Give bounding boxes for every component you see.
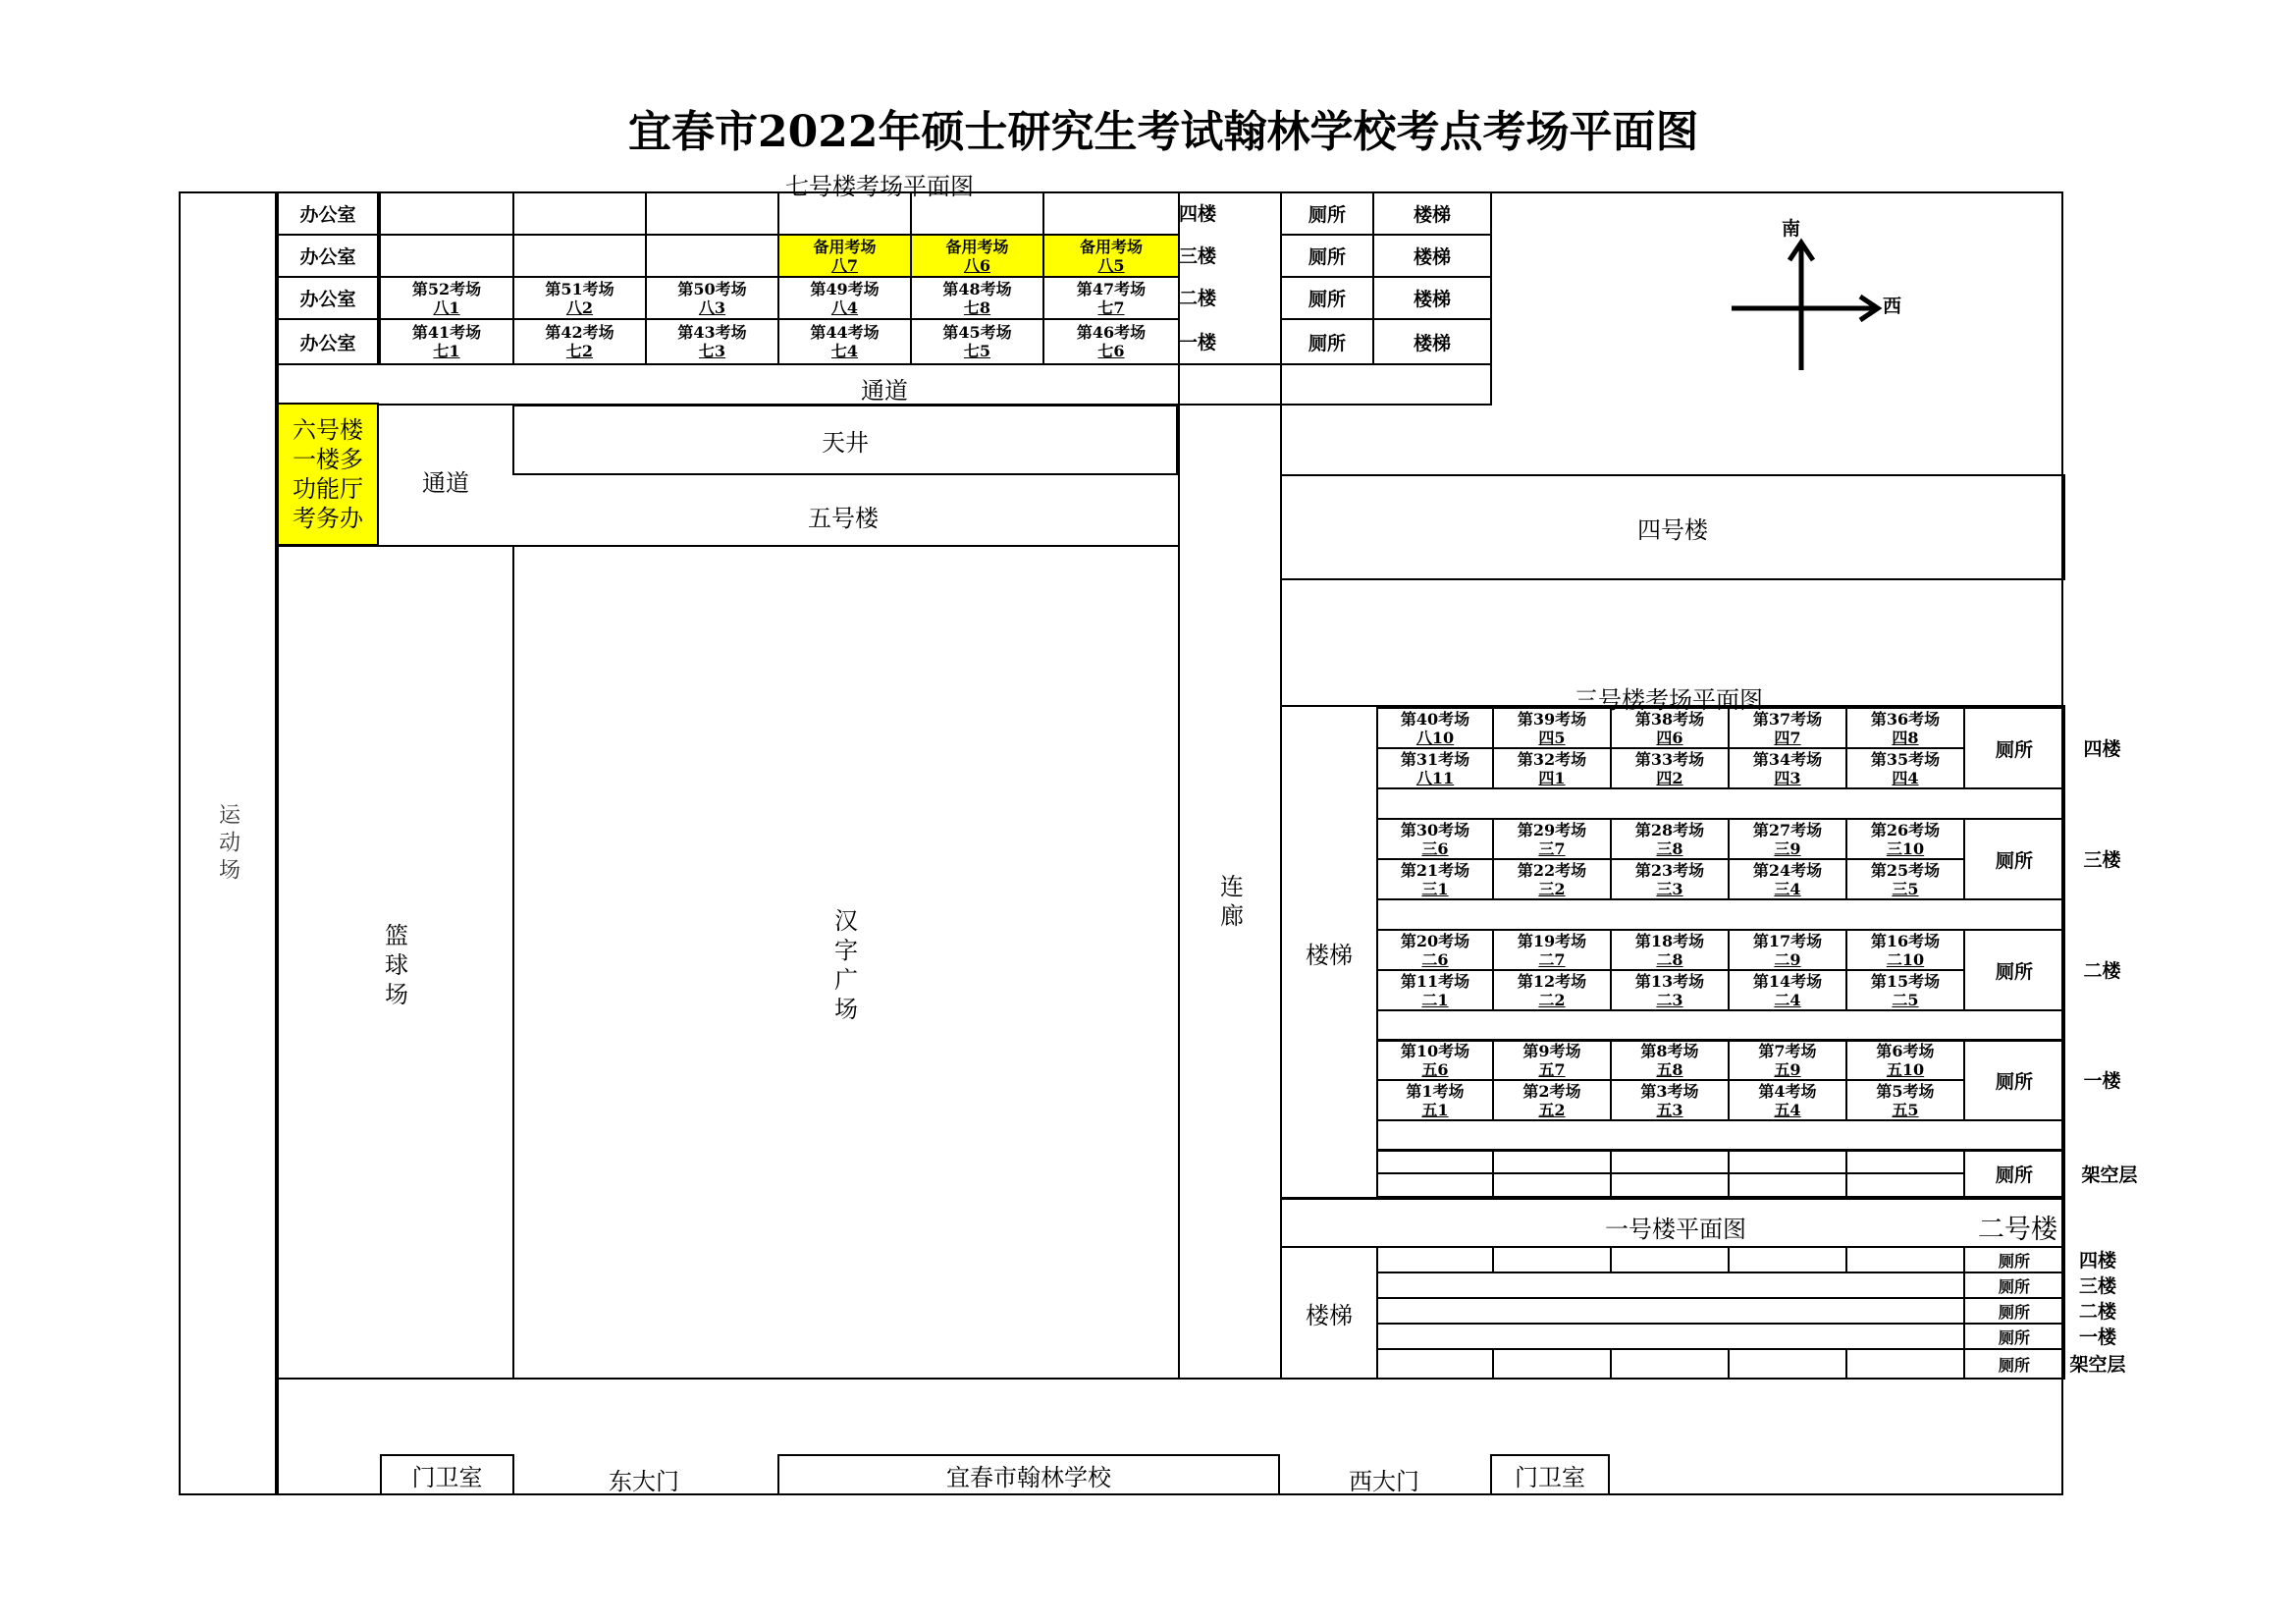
exam-room-cell [1376, 707, 1494, 749]
exam-room-name: 第42考场 [545, 323, 614, 342]
building3-floor-label [2065, 818, 2139, 898]
exam-room-name: 第33考场 [1634, 749, 1705, 769]
exam-room-cell [645, 318, 779, 365]
exam-room-code: 八11 [1415, 768, 1455, 787]
exam-room-name: 第49考场 [810, 279, 880, 298]
exam-room-code: 三9 [1774, 839, 1801, 858]
stilt-cell [1728, 1149, 1847, 1174]
exam-room-code: 七6 [1097, 342, 1125, 360]
exam-room-cell [1492, 1079, 1612, 1121]
building5-label: 五号楼 [808, 505, 879, 532]
exam-room-cell [379, 318, 514, 365]
office-label: 办公室 [299, 332, 356, 354]
exam-room-cell [1492, 818, 1612, 860]
building1-room-cell [1610, 1246, 1730, 1273]
exam-room-code: 四7 [1774, 728, 1801, 747]
exam-room-code: 八3 [698, 298, 726, 317]
building3-floor-label [2065, 1039, 2139, 1119]
building2-floor-label [2065, 1272, 2130, 1297]
exam-room-cell [1376, 818, 1494, 860]
building2-floor-label-text: 四楼 [2078, 1249, 2116, 1272]
exam-room-cell [1610, 858, 1730, 900]
exam-room-code: 二5 [1892, 990, 1919, 1009]
exam-room-name: 第52考场 [411, 279, 482, 298]
building3-floor-label-text: 三楼 [2083, 848, 2121, 871]
building3-stairs-label: 楼梯 [1306, 941, 1353, 969]
exam-room-code: 三3 [1656, 879, 1683, 898]
stairs-label: 楼梯 [1413, 289, 1451, 310]
empty-room-cell [512, 191, 647, 236]
exam-room-name: 第19考场 [1517, 931, 1587, 950]
exam-room-name: 第29考场 [1517, 820, 1587, 839]
exam-room-name: 第7考场 [1758, 1041, 1817, 1060]
office-label: 办公室 [299, 204, 356, 226]
exam-room-cell [1845, 1039, 1965, 1081]
building2-floor-label [2065, 1246, 2130, 1272]
stilt-cell [1728, 1172, 1847, 1198]
exam-room-code: 八7 [830, 255, 859, 275]
exam-room-name: 第37考场 [1752, 709, 1823, 729]
exam-room-cell [1845, 707, 1965, 749]
stilt-cell [1845, 1149, 1965, 1174]
exam-room-code: 五10 [1886, 1059, 1925, 1079]
exam-room-code: 三2 [1538, 879, 1566, 898]
building4: 四号楼 [1280, 474, 2065, 580]
stilt-cell [1610, 1172, 1730, 1198]
exam-room-cell [1610, 929, 1730, 971]
exam-room-cell [910, 276, 1044, 320]
exam-room-cell [910, 234, 1044, 278]
corridor-label: 连廊 [1215, 874, 1244, 933]
building3-toilet-label: 厕所 [1995, 1070, 2033, 1093]
building1-room-cell [1845, 1246, 1965, 1273]
building3-floor-label [2065, 707, 2139, 787]
exam-room-cell [1728, 858, 1847, 900]
exam-room-cell [1376, 1039, 1494, 1081]
exam-room-name: 第15考场 [1870, 971, 1941, 991]
exam-room-name: 第18考场 [1634, 931, 1705, 950]
empty-room-cell [645, 191, 779, 236]
exam-room-code: 五2 [1538, 1100, 1566, 1119]
exam-room-cell [1376, 1079, 1494, 1121]
building1-room-cell [1728, 1348, 1847, 1380]
exam-room-name: 第39考场 [1517, 709, 1587, 729]
exam-room-code: 八10 [1415, 728, 1455, 747]
exam-room-code: 二7 [1538, 949, 1566, 969]
floor-label-text: 一楼 [1178, 331, 1216, 353]
toilet-cell [1280, 318, 1374, 365]
exam-room-code: 七5 [963, 342, 991, 360]
exam-room-cell [1728, 1079, 1847, 1121]
building3-floor-label-text: 一楼 [2083, 1069, 2121, 1092]
building7-caption: 七号楼考场平面图 [785, 173, 974, 200]
exam-room-name: 第5考场 [1876, 1081, 1935, 1101]
exam-room-name: 第30考场 [1400, 820, 1470, 839]
exam-room-name: 第40考场 [1400, 709, 1470, 729]
exam-room-name: 第41考场 [411, 323, 482, 342]
building2-toilet [1963, 1323, 2065, 1350]
exam-room-name: 第3考场 [1640, 1081, 1699, 1101]
empty-room-cell [379, 191, 514, 236]
toilet-label: 厕所 [1308, 246, 1346, 268]
building2-toilet-label: 厕所 [1998, 1302, 2030, 1322]
stilt-cell [1376, 1172, 1494, 1198]
building3-stilt-toilet-label: 厕所 [1995, 1164, 2033, 1186]
exam-room-code: 三7 [1538, 839, 1566, 858]
floor-label-text: 二楼 [1178, 288, 1216, 309]
building3-floor-label-text: 四楼 [2083, 737, 2121, 760]
exam-room-cell [1610, 969, 1730, 1011]
stilt-cell [1376, 1149, 1494, 1174]
exam-room-name: 备用考场 [813, 237, 877, 256]
exam-room-cell [1042, 318, 1180, 365]
exam-room-code: 八5 [1097, 255, 1125, 275]
exam-room-name: 第2考场 [1522, 1081, 1581, 1101]
building3-toilet [1963, 1039, 2065, 1121]
building2-floor-label-text: 二楼 [2078, 1300, 2116, 1323]
exam-room-code: 二6 [1421, 949, 1449, 969]
building1-room-cell [1492, 1246, 1612, 1273]
exam-room-code: 二1 [1421, 990, 1449, 1009]
building3-stilt-floor-text: 架空层 [2081, 1164, 2138, 1186]
exam-room-cell [1376, 858, 1494, 900]
exam-room-code: 五6 [1421, 1059, 1449, 1079]
exam-room-code: 七1 [433, 342, 460, 360]
guard-room-right: 门卫室 [1490, 1454, 1610, 1495]
empty-room-cell [910, 191, 1044, 236]
exam-room-cell [1492, 969, 1612, 1011]
passage-label-left: 通道 [422, 469, 469, 497]
stairs-label: 楼梯 [1413, 204, 1451, 226]
exam-room-code: 四5 [1538, 728, 1566, 747]
compass-south-label: 南 [1782, 218, 1801, 240]
exam-room-name: 第51考场 [545, 279, 614, 298]
stilt-cell [1845, 1172, 1965, 1198]
toilet-label: 厕所 [1308, 204, 1346, 226]
exam-room-name: 第31考场 [1400, 749, 1470, 769]
building2-toilet-label: 厕所 [1998, 1327, 2030, 1347]
exam-room-cell [1845, 969, 1965, 1011]
building3-gap-row [1376, 1119, 2065, 1152]
building2-floor-label-text: 架空层 [2069, 1353, 2126, 1376]
exam-room-cell [1728, 929, 1847, 971]
building3-gap-row [1376, 898, 2065, 931]
exam-room-cell [1376, 747, 1494, 789]
sports-field-label: 运动场 [215, 803, 240, 886]
exam-room-cell [1610, 818, 1730, 860]
exam-room-cell [1492, 707, 1612, 749]
office-label: 办公室 [299, 246, 356, 268]
building3-toilet [1963, 818, 2065, 900]
exam-room-cell [512, 318, 647, 365]
empty-room-cell [379, 234, 514, 278]
toilet-cell [1280, 234, 1374, 278]
building1-room-cell [1492, 1348, 1612, 1380]
empty-room-cell [512, 234, 647, 278]
exam-room-name: 第9考场 [1522, 1041, 1581, 1060]
west-gate-label: 西大门 [1349, 1468, 1419, 1495]
exam-room-code: 三10 [1886, 839, 1925, 858]
building2-floor-label [2065, 1348, 2130, 1378]
building2-toilet [1963, 1272, 2065, 1299]
exam-room-code: 三8 [1656, 839, 1683, 858]
exam-room-cell [1042, 276, 1180, 320]
exam-room-code: 二9 [1774, 949, 1801, 969]
stairs-label: 楼梯 [1413, 246, 1451, 268]
exam-room-cell [1845, 747, 1965, 789]
stilt-cell [1492, 1149, 1612, 1174]
exam-room-name: 第43考场 [677, 323, 747, 342]
exam-room-cell [1845, 929, 1965, 971]
exam-room-code: 三1 [1421, 879, 1449, 898]
exam-room-code: 五8 [1656, 1059, 1683, 1079]
building3-caption: 三号楼考场平面图 [1575, 686, 1763, 714]
exam-room-code: 七4 [830, 342, 859, 360]
building2-floor-label-text: 三楼 [2078, 1274, 2116, 1297]
passage-label: 通道 [861, 377, 908, 405]
exam-room-name: 第50考场 [677, 279, 747, 298]
hanzi-square-label: 汉字广场 [829, 908, 858, 1026]
office-cell [277, 276, 379, 320]
empty-room-cell [777, 191, 912, 236]
exam-room-cell [777, 234, 912, 278]
exam-room-name: 第25考场 [1870, 860, 1941, 880]
exam-room-name: 第11考场 [1400, 971, 1470, 991]
exam-room-cell [1492, 929, 1612, 971]
exam-room-code: 三6 [1421, 839, 1449, 858]
exam-room-code: 八2 [565, 298, 594, 317]
empty-room-cell [1042, 191, 1180, 236]
exam-room-name: 第27考场 [1752, 820, 1823, 839]
exam-room-cell [645, 276, 779, 320]
building2-floor-label-text: 一楼 [2078, 1326, 2116, 1348]
exam-room-cell [1610, 1039, 1730, 1081]
exam-room-code: 七7 [1097, 298, 1125, 317]
exam-room-cell [777, 276, 912, 320]
exam-room-cell [1845, 818, 1965, 860]
building1-room-cell [1845, 1348, 1965, 1380]
building1-hall-row [1376, 1297, 1965, 1325]
stairs-cell [1372, 276, 1492, 320]
stairs-cell [1372, 318, 1492, 365]
exam-room-cell [1728, 969, 1847, 1011]
exam-room-code: 二10 [1886, 949, 1925, 969]
office-label: 办公室 [299, 289, 356, 310]
building1-room-cell [1728, 1246, 1847, 1273]
exam-room-name: 第28考场 [1634, 820, 1705, 839]
exam-room-code: 五4 [1774, 1100, 1801, 1119]
exam-room-code: 四1 [1538, 768, 1566, 787]
stilt-cell [1610, 1149, 1730, 1174]
floor-label-text: 三楼 [1178, 245, 1216, 267]
building1-room-cell [1610, 1348, 1730, 1380]
exam-room-name: 第14考场 [1752, 971, 1823, 991]
exam-room-code: 三5 [1892, 879, 1919, 898]
exam-room-name: 第35考场 [1870, 749, 1941, 769]
exam-room-code: 四2 [1656, 768, 1683, 787]
school-gate: 宜春市翰林学校 [777, 1454, 1280, 1495]
exam-room-name: 第34考场 [1752, 749, 1823, 769]
building2-toilet-label: 厕所 [1998, 1276, 2030, 1296]
exam-room-code: 五1 [1421, 1100, 1449, 1119]
building3-floor-label-text: 二楼 [2083, 959, 2121, 982]
building1-stairs-label: 楼梯 [1306, 1301, 1353, 1329]
building3-floor-label [2065, 929, 2139, 1009]
building2-toilet [1963, 1348, 2065, 1380]
exam-room-code: 三4 [1774, 879, 1801, 898]
exam-room-name: 第32考场 [1517, 749, 1587, 769]
building3-toilet [1963, 707, 2065, 789]
building3-toilet-label: 厕所 [1995, 738, 2033, 761]
exam-room-cell [1376, 929, 1494, 971]
exam-room-cell [1610, 1079, 1730, 1121]
exam-room-name: 第48考场 [942, 279, 1012, 298]
exam-room-cell [1845, 858, 1965, 900]
building2-toilet-label: 厕所 [1998, 1251, 2030, 1271]
basketball-label: 篮球场 [380, 923, 408, 1011]
office-cell [277, 318, 379, 365]
east-gate-label: 东大门 [609, 1468, 679, 1495]
stairs-cell [1372, 234, 1492, 278]
page-title: 宜春市2022年硕士研究生考试翰林学校考点考场平面图 [628, 107, 1699, 157]
exam-room-cell [1728, 747, 1847, 789]
exam-room-name: 第36考场 [1870, 709, 1941, 729]
exam-room-cell [1492, 858, 1612, 900]
building3-toilet [1963, 929, 2065, 1011]
exam-room-code: 二8 [1656, 949, 1683, 969]
exam-room-name: 第10考场 [1400, 1041, 1470, 1060]
building1-room-cell [1376, 1246, 1494, 1273]
toilet-cell [1280, 276, 1374, 320]
toilet-cell [1280, 191, 1374, 236]
exam-room-code: 二3 [1656, 990, 1683, 1009]
exam-room-name: 第4考场 [1758, 1081, 1817, 1101]
exam-room-name: 备用考场 [1079, 237, 1143, 256]
exam-room-cell [777, 318, 912, 365]
exam-room-name: 第16考场 [1870, 931, 1941, 950]
building1-caption: 一号楼平面图 [1605, 1216, 1746, 1243]
exam-room-code: 八4 [830, 298, 859, 317]
exam-room-name: 第38考场 [1634, 709, 1705, 729]
exam-room-code: 八1 [433, 298, 460, 317]
exam-room-code: 七2 [565, 342, 594, 360]
toilet-label: 厕所 [1308, 289, 1346, 310]
exam-room-code: 八6 [963, 255, 991, 275]
exam-room-cell [1728, 1039, 1847, 1081]
exam-room-name: 第24考场 [1752, 860, 1823, 880]
exam-room-name: 第46考场 [1076, 323, 1147, 342]
exam-room-cell [1610, 707, 1730, 749]
exam-room-cell [379, 276, 514, 320]
exam-room-cell [1492, 747, 1612, 789]
exam-room-cell [512, 276, 647, 320]
building1-hall-row [1376, 1272, 1965, 1299]
exam-room-code: 七8 [963, 298, 991, 317]
exam-room-name: 第26考场 [1870, 820, 1941, 839]
exam-room-code: 二2 [1538, 990, 1566, 1009]
guard-room-left: 门卫室 [380, 1454, 514, 1495]
exam-room-cell [1845, 1079, 1965, 1121]
exam-room-name: 第12考场 [1517, 971, 1587, 991]
stairs-label: 楼梯 [1413, 332, 1451, 354]
exam-room-cell [1728, 707, 1847, 749]
exam-room-cell [1042, 234, 1180, 278]
exam-room-name: 第44考场 [810, 323, 880, 342]
toilet-label: 厕所 [1308, 332, 1346, 354]
building2-label: 二号楼 [1978, 1215, 2057, 1245]
building1-stairs [1280, 1246, 1378, 1380]
building2-floor-label [2065, 1297, 2130, 1323]
exam-room-code: 四8 [1892, 728, 1919, 747]
exam-room-name: 第45考场 [942, 323, 1012, 342]
building3-stilt-floor-label [2065, 1149, 2154, 1198]
building3-gap-row [1376, 1009, 2065, 1042]
building3-stairs [1280, 705, 1378, 1200]
courtyard: 天井 [512, 405, 1178, 475]
exam-room-code: 五9 [1774, 1059, 1801, 1079]
floor-label-text: 四楼 [1178, 203, 1216, 225]
compass-west-label: 西 [1883, 296, 1902, 317]
exam-room-cell [910, 318, 1044, 365]
exam-room-code: 二4 [1774, 990, 1801, 1009]
exam-room-cell [1492, 1039, 1612, 1081]
exam-room-name: 第21考场 [1400, 860, 1470, 880]
exam-room-name: 第22考场 [1517, 860, 1587, 880]
building3-gap-row [1376, 787, 2065, 820]
building2-floor-label [2065, 1323, 2130, 1348]
building1-room-cell [1376, 1348, 1494, 1380]
office-cell [277, 234, 379, 278]
building3-stilt-toilet [1963, 1149, 2065, 1198]
exam-room-name: 备用考场 [945, 237, 1009, 256]
exam-room-name: 第23考场 [1634, 860, 1705, 880]
office-cell [277, 191, 379, 236]
exam-room-name: 第17考场 [1752, 931, 1823, 950]
exam-room-cell [1376, 969, 1494, 1011]
building3-toilet-label: 厕所 [1995, 849, 2033, 872]
exam-room-name: 第1考场 [1406, 1081, 1465, 1101]
exam-room-name: 第47考场 [1076, 279, 1147, 298]
exam-room-code: 五7 [1538, 1059, 1566, 1079]
exam-room-name: 第13考场 [1634, 971, 1705, 991]
stairs-cell [1372, 191, 1492, 236]
exam-room-name: 第6考场 [1876, 1041, 1935, 1060]
exam-room-code: 四4 [1892, 768, 1919, 787]
corridor [1178, 191, 1282, 1380]
exam-room-cell [1610, 747, 1730, 789]
exam-room-code: 四3 [1774, 768, 1801, 787]
exam-room-code: 四6 [1656, 728, 1683, 747]
exam-room-code: 七3 [698, 342, 726, 360]
exam-room-name: 第8考场 [1640, 1041, 1699, 1060]
building6-exam-office: 六号楼一楼多功能厅考务办 [277, 403, 379, 546]
building1-hall-row [1376, 1323, 1965, 1350]
exam-room-code: 五3 [1656, 1100, 1683, 1119]
stilt-cell [1492, 1172, 1612, 1198]
building2-toilet-label: 厕所 [1998, 1355, 2030, 1375]
exam-room-cell [1728, 818, 1847, 860]
building3-toilet-label: 厕所 [1995, 960, 2033, 983]
exam-room-name: 第20考场 [1400, 931, 1470, 950]
building2-toilet [1963, 1297, 2065, 1325]
empty-room-cell [645, 234, 779, 278]
exam-room-code: 五5 [1892, 1100, 1919, 1119]
building2-toilet [1963, 1246, 2065, 1273]
